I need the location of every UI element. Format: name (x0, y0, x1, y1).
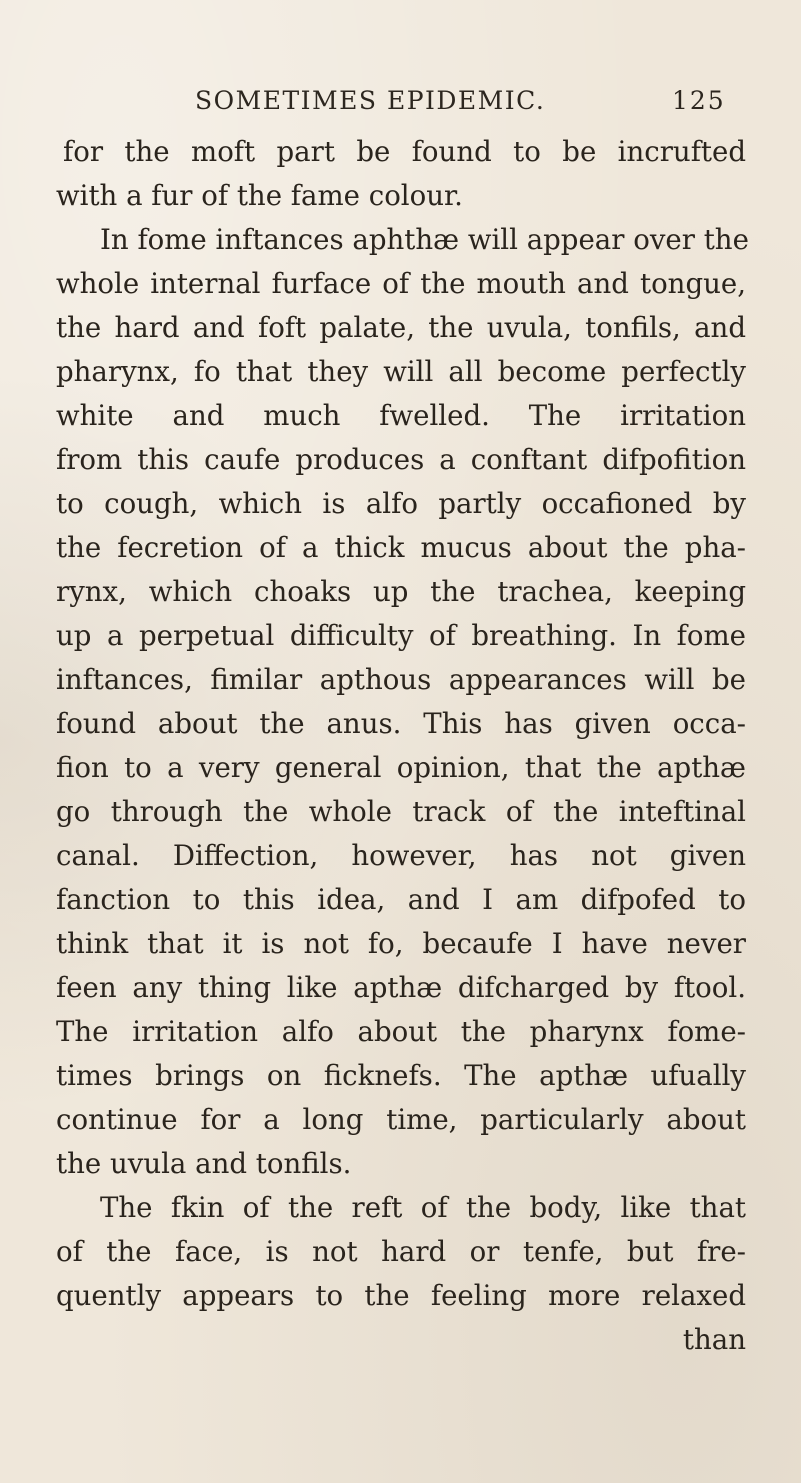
text-line: fion to a very general opinion, that the apthæ (56, 751, 746, 784)
text-line: to cough, which is alfo partly occafioned by (56, 487, 746, 520)
page-number: 125 (672, 86, 726, 115)
text-line: the fecretion of a thick mucus about the pha- (56, 531, 746, 564)
text-line: for the moft part be found to be incrufted (63, 135, 746, 168)
text-line: times brings on ficknefs. The apthæ ufually (56, 1059, 746, 1092)
text-line: The fkin of the reft of the body, like that (100, 1191, 746, 1224)
text-line: with a fur of the fame colour. (56, 179, 463, 212)
text-line: rynx, which choaks up the trachea, keeping (56, 575, 746, 608)
text-line: the hard and foft palate, the uvula, tonfils, and (56, 311, 746, 344)
text-line: inftances, fimilar apthous appearances will be (56, 663, 746, 696)
text-line: feen any thing like apthæ difcharged by ftool. (56, 971, 746, 1004)
text-line: fanction to this idea, and I am difpofed to (56, 883, 746, 916)
text-line: go through the whole track of the inteftinal (56, 795, 746, 828)
text-line: the uvula and tonfils. (56, 1147, 352, 1180)
text-line: continue for a long time, particularly about (56, 1103, 746, 1136)
text-line: found about the anus. This has given occa- (56, 707, 746, 740)
text-line: quently appears to the feeling more relaxed (56, 1279, 746, 1312)
text-line: up a perpetual difficulty of breathing. In fome (56, 619, 746, 652)
text-line: pharynx, fo that they will all become perfectly (56, 355, 746, 388)
text-line: from this caufe produces a conftant difpofition (56, 443, 746, 476)
text-line: whole internal furface of the mouth and tongue, (56, 267, 746, 300)
catchword: than (682, 1323, 746, 1356)
text-line: white and much fwelled. The irritation (56, 399, 746, 432)
text-line: In fome inftances aphthæ will appear over the (100, 223, 749, 256)
text-line: canal. Diffection, however, has not given (56, 839, 746, 872)
running-title: SOMETIMES EPIDEMIC. (195, 86, 546, 115)
text-line: The irritation alfo about the pharynx fome- (56, 1015, 746, 1048)
text-line: of the face, is not hard or tenfe, but fre- (56, 1235, 746, 1268)
text-line: think that it is not fo, becaufe I have never (56, 927, 746, 960)
